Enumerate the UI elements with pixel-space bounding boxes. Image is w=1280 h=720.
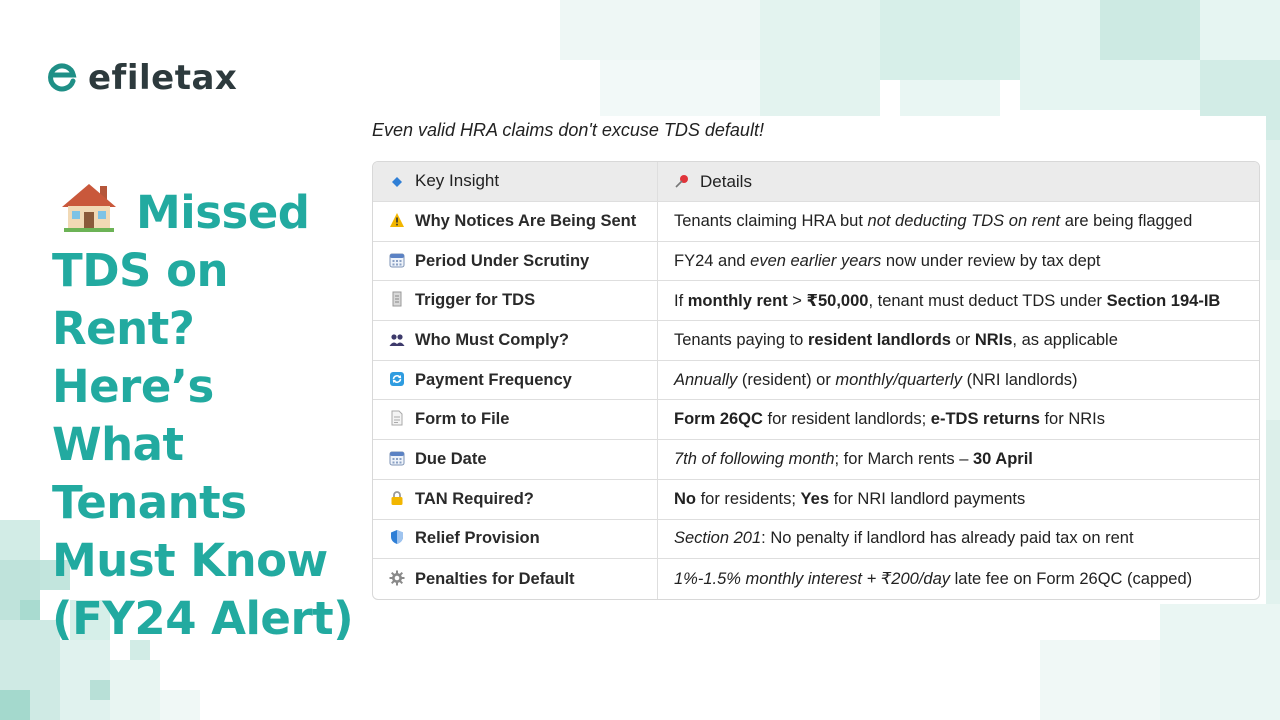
- details-text: Annually: [674, 370, 738, 389]
- decorative-tile: [110, 660, 160, 720]
- details-text: Yes: [800, 489, 829, 508]
- key-insight-label: Due Date: [415, 449, 487, 468]
- decorative-tile: [560, 0, 760, 60]
- details-text: resident landlords: [807, 330, 951, 349]
- headline-line: What: [52, 418, 184, 471]
- decorative-tile: [1266, 260, 1280, 420]
- headline-line: Missed: [136, 186, 310, 239]
- key-insight-cell: [373, 202, 658, 242]
- details-text: are being flagged: [1060, 211, 1193, 230]
- key-insight-cell: [373, 559, 658, 599]
- key-insight-label: Trigger for TDS: [415, 291, 536, 310]
- key-insight-cell: [373, 321, 658, 361]
- table-row: [373, 520, 1259, 560]
- details-text: for NRIs: [1039, 410, 1105, 429]
- details-text: Tenants paying to: [674, 330, 808, 349]
- details-cell: [658, 321, 1259, 361]
- shield-icon: [389, 529, 405, 545]
- diamond-icon: [389, 176, 405, 192]
- details-text: : No penalty if landlord has already paid tax on rent: [761, 529, 1134, 548]
- details-text: for NRI landlord payments: [829, 489, 1026, 508]
- details-text: (resident) or: [737, 370, 836, 389]
- key-insight-label: Payment Frequency: [415, 370, 572, 389]
- decorative-tile: [90, 680, 110, 700]
- header-label: Key Insight: [415, 171, 500, 190]
- details-cell: [658, 281, 1259, 321]
- details-text: or: [950, 330, 975, 349]
- calendar-icon: [389, 252, 405, 268]
- key-insight-label: Why Notices Are Being Sent: [415, 211, 637, 230]
- key-insight-label: Relief Provision: [415, 529, 540, 548]
- info-card: [362, 116, 1266, 604]
- key-insight-label: Penalties for Default: [415, 569, 575, 588]
- key-insight-cell: [373, 440, 658, 480]
- key-insight-label: TAN Required?: [415, 489, 534, 508]
- headline-line: Must Know: [52, 534, 328, 587]
- details-text: even earlier years: [750, 251, 882, 270]
- calendar-icon: [389, 450, 405, 466]
- details-text: FY24 and: [674, 251, 751, 270]
- details-cell: [658, 559, 1259, 599]
- details-text: now under review by tax dept: [881, 251, 1101, 270]
- key-insight-label: Form to File: [415, 410, 510, 429]
- details-cell: [658, 520, 1259, 560]
- details-text: for residents;: [696, 489, 801, 508]
- tds-insights-table: [372, 161, 1260, 600]
- details-text: >: [787, 291, 807, 310]
- details-text: Section 201: [674, 529, 762, 548]
- details-text: e-TDS returns: [930, 410, 1040, 429]
- table-row: [373, 400, 1259, 440]
- details-cell: [658, 440, 1259, 480]
- key-insight-cell: [373, 400, 658, 440]
- table-row: [373, 361, 1259, 401]
- decorative-tile: [1266, 140, 1280, 260]
- details-text: late fee on Form 26QC (capped): [950, 570, 1193, 589]
- brand-logo: [46, 58, 237, 98]
- headline-line: (FY24 Alert): [52, 592, 354, 645]
- headline: [52, 182, 362, 648]
- details-text: Tenants claiming HRA but: [674, 211, 868, 230]
- details-cell: [658, 361, 1259, 401]
- key-insight-cell: [373, 520, 658, 560]
- details-text: ₹50,000: [806, 291, 869, 310]
- table-row: [373, 440, 1259, 480]
- table-caption: Even valid HRA claims don't excuse TDS default!: [372, 120, 764, 140]
- details-cell: [658, 202, 1259, 242]
- pushpin-icon: [674, 173, 690, 189]
- details-text: monthly/quarterly: [835, 370, 962, 389]
- details-text: 1%-1.5% monthly interest + ₹200/day: [674, 570, 951, 589]
- details-text: not deducting TDS on rent: [867, 211, 1061, 230]
- key-insight-cell: [373, 242, 658, 282]
- column-header-details: [658, 162, 1259, 202]
- decorative-tile: [1100, 0, 1200, 60]
- decorative-tile: [600, 60, 760, 116]
- details-cell: [658, 480, 1259, 520]
- decorative-tile: [0, 520, 40, 560]
- decorative-tile: [1160, 604, 1280, 720]
- key-insight-label: Period Under Scrutiny: [415, 251, 590, 270]
- table-row: [373, 321, 1259, 361]
- details-text: for resident landlords;: [762, 410, 931, 429]
- repeat-icon: [389, 371, 405, 387]
- details-cell: [658, 400, 1259, 440]
- details-text: No: [674, 489, 696, 508]
- details-text: , tenant must deduct TDS under: [868, 291, 1107, 310]
- details-text: (NRI landlords): [961, 370, 1078, 389]
- headline-line: TDS on: [52, 244, 229, 297]
- brand-name: efiletax: [88, 58, 238, 98]
- efiletax-logo-icon: [46, 62, 78, 94]
- key-insight-label: Who Must Comply?: [415, 330, 569, 349]
- headline-line: Rent? Here’s: [52, 302, 214, 413]
- details-text: NRIs: [974, 330, 1013, 349]
- decorative-tile: [760, 0, 880, 120]
- table-row: [373, 242, 1259, 282]
- key-insight-cell: [373, 361, 658, 401]
- table-row: [373, 202, 1259, 242]
- details-cell: [658, 242, 1259, 282]
- details-text: 30 April: [972, 449, 1033, 468]
- people-icon: [389, 331, 405, 347]
- table-row: [373, 559, 1259, 599]
- decorative-tile: [880, 0, 1020, 80]
- details-text: If: [674, 291, 688, 310]
- decorative-tile: [0, 690, 30, 720]
- warning-icon: [389, 212, 405, 228]
- decorative-tile: [900, 80, 1000, 120]
- details-text: 7th of following month: [674, 449, 835, 468]
- table-row: [373, 281, 1259, 321]
- table-header-row: [373, 162, 1259, 202]
- receipt-icon: [389, 291, 405, 307]
- decorative-tile: [20, 600, 40, 620]
- table-row: [373, 480, 1259, 520]
- details-text: monthly rent: [687, 291, 788, 310]
- headline-line: Tenants: [52, 476, 247, 529]
- gear-icon: [389, 570, 405, 586]
- lock-icon: [389, 490, 405, 506]
- details-text: ; for March rents –: [834, 449, 973, 468]
- header-label: Details: [700, 171, 752, 191]
- details-text: Form 26QC: [674, 410, 763, 429]
- details-text: Section 194-IB: [1106, 291, 1221, 310]
- decorative-tile: [160, 690, 200, 720]
- details-text: , as applicable: [1012, 330, 1118, 349]
- decorative-tile: [1040, 640, 1160, 720]
- key-insight-cell: [373, 281, 658, 321]
- key-insight-cell: [373, 480, 658, 520]
- column-header-key-insight: [373, 162, 658, 202]
- house-icon: [60, 182, 118, 232]
- document-icon: [389, 410, 405, 426]
